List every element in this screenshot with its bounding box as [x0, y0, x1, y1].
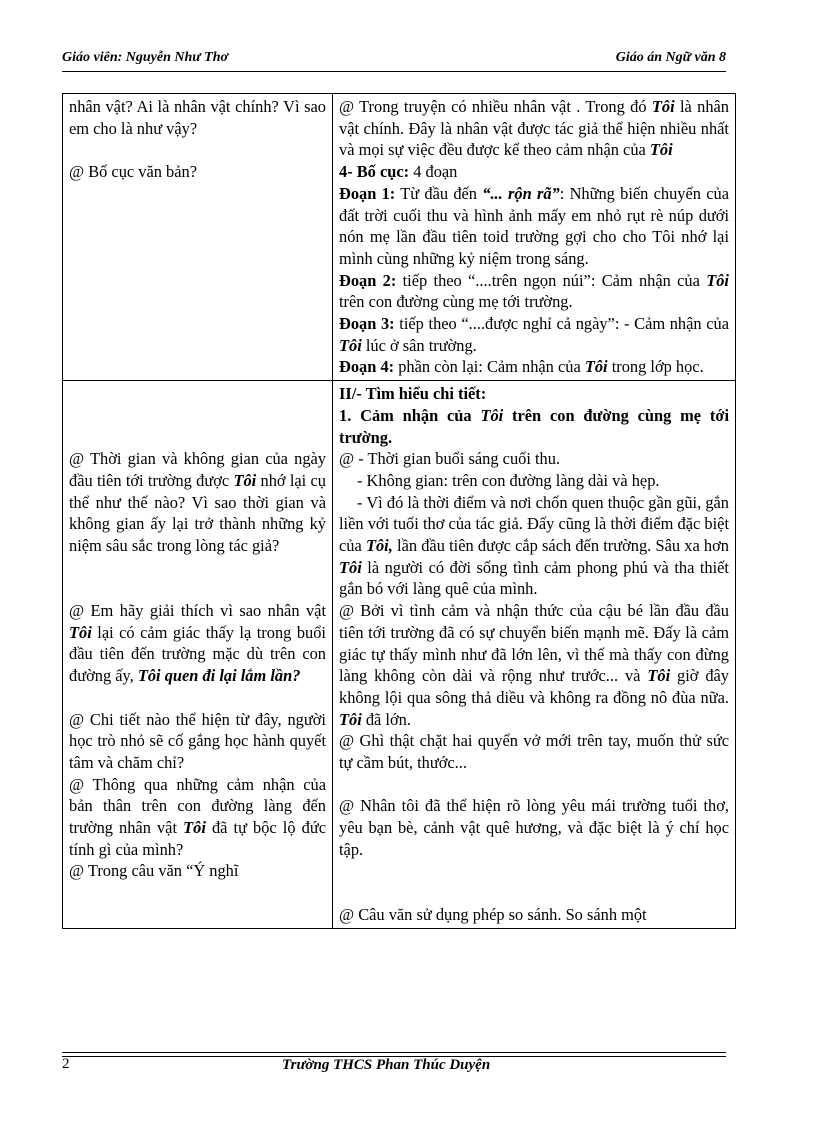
question-text: @ Em hãy giải thích vì sao nhân vật Tôi lại có cảm giác thấy lạ trong buổi đầu tiên đến trường mặc dù trên con đường ấy, Tôi quen đi lại lắm lần? — [69, 601, 326, 686]
table-row — [63, 381, 736, 929]
answer-text: @ - Thời gian buổi sáng cuối thu. — [339, 449, 561, 469]
question-text: @ Thời gian và không gian của ngày đầu tiên tới trường được Tôi nhớ lại cụ thể như thế nào? Vì sao thời gian và không gian ấy lại trở thành những kỷ niệm sâu sắc trong lòng tác giả? — [69, 449, 326, 555]
footer-divider — [62, 1052, 726, 1053]
question-cell — [63, 94, 333, 381]
table-row — [63, 94, 736, 381]
answer-cell — [333, 381, 736, 929]
page-number: 2 — [62, 1056, 70, 1072]
school-name: Trường THCS Phan Thúc Duyện — [282, 1057, 491, 1073]
answer-text: @ Nhân tôi đã thể hiện rõ lòng yêu mái trường tuổi thơ, yêu bạn bè, cảnh vật quê hương, và đặc biệt là ý chí học tập. — [339, 796, 729, 859]
structure-heading: 4- Bố cục: 4 đoạn — [339, 162, 458, 182]
page-header — [62, 49, 726, 71]
section-heading: II/- Tìm hiểu chi tiết: — [339, 384, 487, 404]
paragraph-4: Đoạn 4: phần còn lại: Cảm nhận của Tôi trong lớp học. — [339, 357, 704, 377]
question-cell — [63, 381, 333, 929]
subsection-heading: 1. Cảm nhận của Tôi trên con đường cùng mẹ tới trường. — [339, 405, 729, 447]
question-text: @ Trong câu văn “Ý nghĩ — [69, 861, 239, 881]
lesson-table — [62, 93, 736, 929]
answer-text: @ Trong truyện có nhiều nhân vật . Trong đó Tôi là nhân vật chính. Đây là nhân vật được tác giả thể hiện nhiều nhất và mọi sự việc đều được kể theo cảm nhận của Tôi — [339, 97, 729, 160]
answer-text: @ Câu văn sử dụng phép so sánh. So sánh một — [339, 904, 647, 924]
answer-cell — [333, 94, 736, 381]
paragraph-3: Đoạn 3: tiếp theo “....được nghỉ cả ngày”: - Cảm nhận của Tôi lúc ở sân trường. — [339, 314, 729, 355]
question-text: @ Chi tiết nào thể hiện từ đây, người học trò nhỏ sẽ cố gắng học hành quyết tâm và chăm chỉ? — [69, 709, 326, 772]
answer-text: @ Ghì thật chặt hai quyển vở mới trên tay, muốn thử sức tự cầm bút, thước... — [339, 731, 729, 773]
answer-text: - Vì đó là thời điểm và nơi chốn quen thuộc gần gũi, gắn liền với tuổi thơ của tác giả. Đấy cũng là thời điểm đặc biệt của Tôi, lần đầu tiên được cắp sách đến trường. Sâu xa hơn Tôi là người có đời sống tình cảm phong phú và tha thiết gắn bó với làng quê của mình. — [339, 492, 729, 599]
paragraph-1: Đoạn 1: Từ đầu đến “... rộn rã”: Những biến chuyển của đất trời cuối thu và hình ảnh mấy em nhỏ rụt rè núp dưới nón mẹ lần đầu tiên toid trường gợi cho cho Tôi nhớ lại mình cùng những kỷ niệm trong sáng. — [339, 183, 729, 268]
question-text: nhân vật? Ai là nhân vật chính? Vì sao em cho là như vậy? — [69, 97, 326, 138]
teacher-name: Giáo viên: Nguyễn Như Thơ — [62, 50, 229, 65]
subject-title: Giáo án Ngữ văn 8 — [615, 50, 726, 65]
question-text: @ Thông qua những cảm nhận của bản thân trên con đường làng đến trường nhân vật Tôi đã tự bộc lộ đức tính gì của mình? — [69, 774, 326, 859]
header-divider — [62, 71, 726, 72]
question-text: @ Bố cục văn bản? — [69, 162, 197, 182]
answer-text: @ Bởi vì tình cảm và nhận thức của cậu bé lần đầu đầu tiên tới trường đã có sự chuyển biến mạnh mẽ. Đấy là cảm giác tự thấy mình như đã lớn lên, vì thế mà thấy con đừng làng không còn dài và rộng như trước... và Tôi giờ đây không lội qua sông thả diều và không ra đồng nô đùa nữa. Tôi đã lớn. — [339, 601, 730, 729]
paragraph-2: Đoạn 2: tiếp theo “....trên ngọn núi”: Cảm nhận của Tôi trên con đường cùng mẹ tới trường. — [339, 270, 729, 312]
answer-text: - Không gian: trên con đường làng dài và hẹp. — [357, 470, 660, 490]
